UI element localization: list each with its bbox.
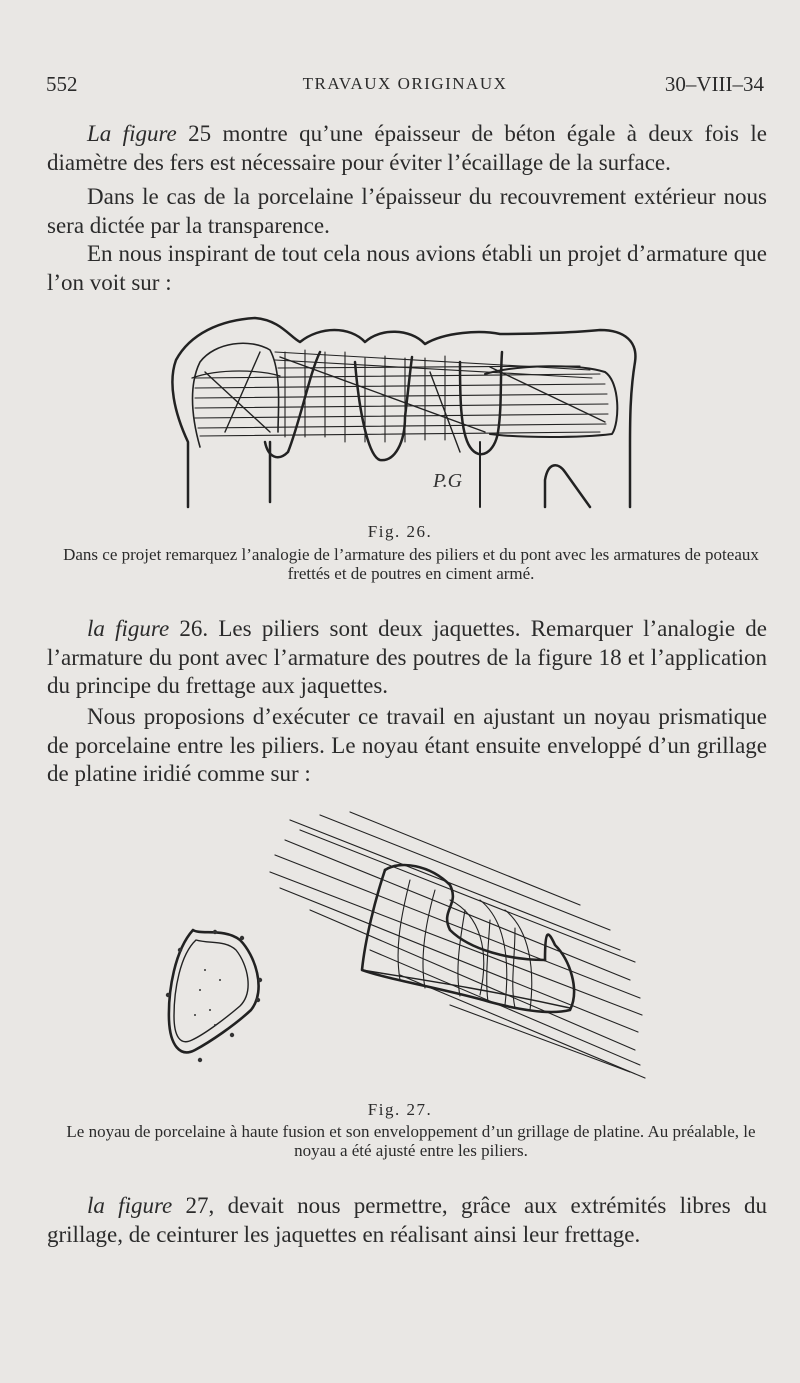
header-date: 30–VIII–34 [664, 72, 764, 96]
core-cross-section [166, 930, 262, 1062]
figure-27-drawing [150, 810, 670, 1090]
figure-26-caption: Dans ce projet remarquez l’analogie de l’armature des piliers et du pont avec les armatures de poteaux frettés et de poutres en ciment armé. [63, 545, 759, 583]
paragraph-1 [47, 120, 767, 177]
paragraph-text: 27, devait nous permettre, grâce aux extrémités libres du grillage, de ceinturer les jaquettes en réalisant ainsi leur frettage. [47, 1193, 767, 1247]
paragraph-text: Dans le cas de la porcelaine l’épaisseur du recouvrement extérieur nous sera dictée par la transparence. [47, 184, 767, 238]
figure-27-caption: Le noyau de porcelaine à haute fusion et son enveloppement d’un grillage de platine. Au préalable, le noyau a été ajusté entre les piliers. [66, 1122, 756, 1160]
paragraph-4 [47, 615, 767, 701]
figure-26-label: Fig. 26. [367, 522, 433, 541]
figure-27-label: Fig. 27. [367, 1100, 433, 1119]
figure-ref: la figure [87, 616, 170, 641]
running-title: TRAVAUX ORIGINAUX [302, 74, 508, 93]
figure-26-drawing [160, 312, 650, 517]
figure-signature: P.G [433, 470, 463, 492]
paragraph-2 [47, 183, 767, 240]
figure-ref: La figure [87, 121, 177, 146]
page-number: 552 [46, 72, 78, 96]
figure-ref: la figure [87, 1193, 173, 1218]
running-header [46, 72, 764, 100]
paragraph-5 [47, 703, 767, 789]
paragraph-text: Nous proposions d’exécuter ce travail en ajustant un noyau prismatique de porcelaine entre les piliers. Le noyau étant ensuite enveloppé d’un grillage de platine iridié comme sur : [47, 704, 767, 786]
paragraph-text: 26. Les piliers sont deux jaquettes. Remarquer l’analogie de l’armature du pont avec l’armature des poutres de la figure 18 et l’application du principe du frettage aux jaquettes. [47, 616, 767, 698]
paragraph-text: En nous inspirant de tout cela nous avions établi un projet d’armature que l’on voit sur : [47, 241, 767, 295]
paragraph-6 [47, 1192, 767, 1249]
paragraph-3 [47, 240, 767, 297]
paragraph-text: 25 montre qu’une épaisseur de béton égale à deux fois le diamètre des fers est nécessaire pour éviter l’écaillage de la surface. [47, 121, 767, 175]
